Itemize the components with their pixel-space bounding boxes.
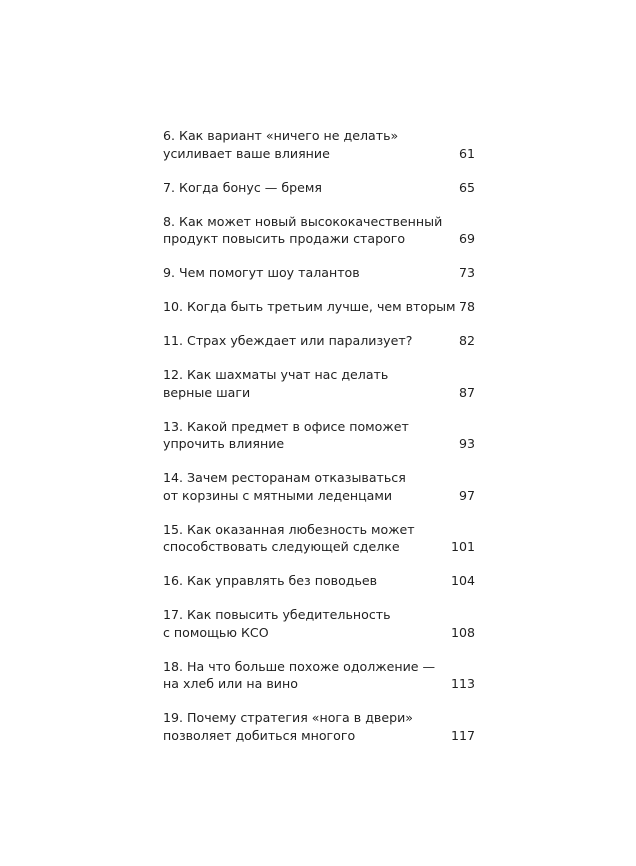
toc-entry-page-number: 93 [458,436,475,451]
toc-entry-title [163,213,443,248]
toc-entry-title-line: 12. Как шахматы учат нас делать [163,367,389,382]
toc-entry-page-number: 82 [458,333,475,348]
toc-entry-title-line: позволяет добиться многого [163,727,356,743]
toc-entry-title-line: 17. Как повысить убедительность [163,607,391,622]
toc-entry-title-line: 9. Чем помогут шоу талантов [163,265,360,280]
toc-entry [163,213,475,248]
toc-entry-title-line: 14. Зачем ресторанам отказываться [163,470,406,485]
toc-entry-title-line: верные шаги [163,384,251,400]
toc-entry-title [163,418,433,453]
toc-entry [163,606,475,641]
toc-entry [163,332,475,350]
toc-entry-title [163,606,433,641]
toc-entry-title [163,572,433,590]
toc-entry-title-line: 8. Как может новый высококачественный [163,213,443,229]
toc-entry-page-number: 113 [450,676,475,691]
toc-entry-title [163,658,436,693]
toc-entry-title-line: 11. Страх убеждает или парализует? [163,333,413,348]
toc-entry-title [163,179,433,197]
toc-entry [163,179,475,197]
toc-entry-page-number: 65 [458,179,475,195]
toc-entry [163,521,475,556]
toc-entry-title [163,127,433,162]
toc-entry-page-number: 97 [458,487,475,503]
toc-entry-title-line: 6. Как вариант «ничего не делать» [163,128,399,143]
toc-entry-page-number: 78 [458,299,475,314]
table-of-contents [163,127,475,761]
toc-entry-title-line: с помощью КСО [163,624,269,640]
toc-entry-page-number: 61 [458,145,475,161]
toc-entry-title [163,521,433,556]
toc-entry [163,658,475,693]
toc-entry-title-line: на хлеб или на вино [163,676,298,691]
toc-entry [163,469,475,504]
toc-entry-page-number: 69 [458,231,475,246]
toc-entry-title-line: от корзины с мятными леденцами [163,487,393,503]
toc-entry-title [163,469,433,504]
toc-entry-title-line: продукт повысить продажи старого [163,231,406,246]
toc-entry [163,572,475,590]
toc-entry-title-line: 18. На что больше похоже одолжение — [163,658,436,674]
toc-entry-title-line: 13. Какой предмет в офисе поможет [163,418,409,434]
toc-entry [163,298,475,316]
toc-entry [163,264,475,282]
toc-entry [163,366,475,401]
toc-entry-page-number: 108 [450,624,475,640]
toc-entry-page-number: 101 [450,539,475,554]
toc-entry-title-line: 15. Как оказанная любезность может [163,521,415,537]
toc-entry-title [163,709,433,744]
toc-entry [163,709,475,744]
toc-entry-page-number: 73 [458,265,475,280]
toc-entry-page-number: 117 [450,727,475,743]
toc-entry-page-number: 104 [450,573,475,588]
toc-entry-title-line: упрочить влияние [163,436,285,451]
toc-entry-title-line: 16. Как управлять без поводьев [163,573,378,588]
toc-entry-title-line: 19. Почему стратегия «нога в двери» [163,710,413,725]
toc-entry-title-line: способствовать следующей сделке [163,539,400,554]
toc-entry-page-number: 87 [458,384,475,400]
toc-entry [163,418,475,453]
toc-entry [163,127,475,162]
toc-entry-title [163,366,433,401]
toc-entry-title-line: 7. Когда бонус — бремя [163,179,322,195]
toc-entry-title [163,264,433,282]
toc-entry-title-line: усиливает ваше влияние [163,145,330,161]
toc-entry-title [163,298,456,316]
toc-entry-title-line: 10. Когда быть третьим лучше, чем вторым [163,299,456,314]
toc-entry-title [163,332,433,350]
